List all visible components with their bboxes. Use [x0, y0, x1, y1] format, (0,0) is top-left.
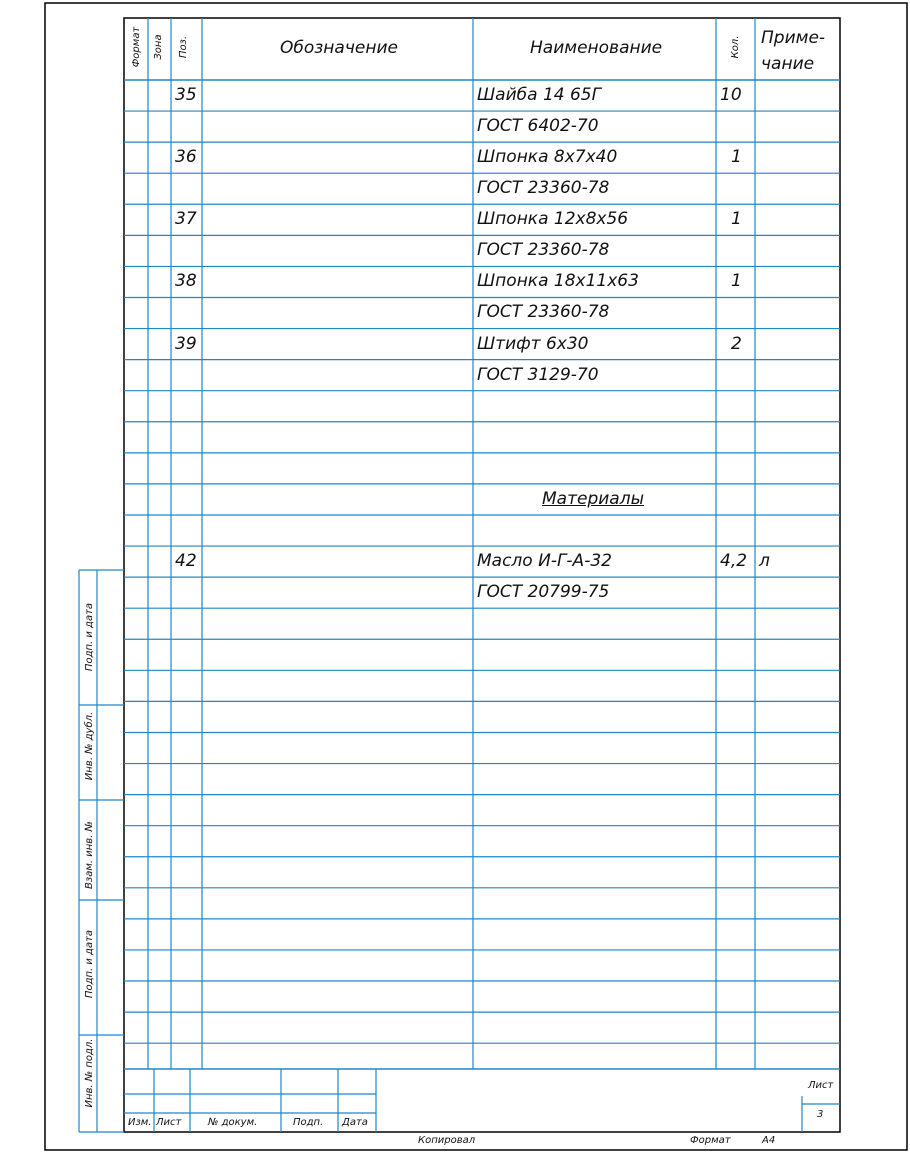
row-pos: 35 [175, 85, 197, 105]
row-note: л [759, 551, 770, 572]
tb-list: Лист [156, 1117, 182, 1128]
row-name: Штифт 6х30 [477, 333, 589, 354]
footer-format-label: Формат [690, 1135, 731, 1146]
row-pos: 39 [175, 333, 197, 354]
row-name: Шпонка 12х8х56 [477, 209, 629, 230]
row-name: Шайба 14 65Г [477, 85, 602, 105]
footer-copied: Копировал [418, 1135, 476, 1146]
header-name: Наименование [530, 38, 663, 58]
row-qty: 1 [731, 147, 742, 168]
side-inv-dubl: Инв. № дубл. [84, 711, 95, 781]
tb-data: Дата [342, 1117, 368, 1128]
side-podp-data-1: Подп. и дата [84, 602, 95, 672]
side-podp-data-2: Подп. и дата [84, 929, 95, 999]
tb-sheet-number: 3 [817, 1109, 824, 1120]
side-vzam-inv: Взам. инв. № [84, 821, 95, 889]
row-name: ГОСТ 3129-70 [477, 364, 599, 385]
row-name: ГОСТ 23360-78 [477, 240, 610, 261]
row-pos: 42 [175, 551, 197, 572]
row-qty: 4,2 [720, 551, 748, 572]
row-name: ГОСТ 20799-75 [477, 582, 610, 603]
header-note-line1: Приме- [761, 28, 826, 48]
row-qty: 2 [731, 333, 742, 354]
row-pos: 37 [175, 209, 197, 230]
row-name: ГОСТ 23360-78 [477, 302, 610, 323]
row-pos: 38 [175, 271, 197, 292]
header-zone: Зона [153, 34, 164, 60]
tb-sheet-label: Лист [808, 1080, 834, 1091]
header-note-line2: чание [761, 54, 815, 74]
row-name: ГОСТ 23360-78 [477, 178, 610, 199]
row-name: Шпонка 8х7х40 [477, 147, 618, 168]
row-qty: 10 [720, 85, 742, 105]
tb-izm: Изм. [128, 1117, 152, 1128]
header-format: Формат [131, 26, 142, 68]
row-name: ГОСТ 6402-70 [477, 116, 599, 137]
row-name: Шпонка 18х11х63 [477, 271, 639, 292]
section-heading: Материалы [542, 488, 644, 509]
header-pos: Поз. [178, 35, 189, 59]
outer-border [45, 3, 907, 1150]
side-inv-podl: Инв. № подл. [84, 1038, 95, 1108]
row-pos: 36 [175, 147, 197, 168]
header-designation: Обозначение [280, 38, 398, 58]
footer-format-value: А4 [762, 1135, 776, 1146]
tb-podp: Подп. [293, 1117, 324, 1128]
tb-doc-no: № докум. [208, 1117, 258, 1128]
header-qty: Кол. [730, 35, 741, 59]
row-qty: 1 [731, 209, 742, 230]
row-name: Масло И-Г-А-32 [477, 551, 612, 572]
row-qty: 1 [731, 271, 742, 292]
